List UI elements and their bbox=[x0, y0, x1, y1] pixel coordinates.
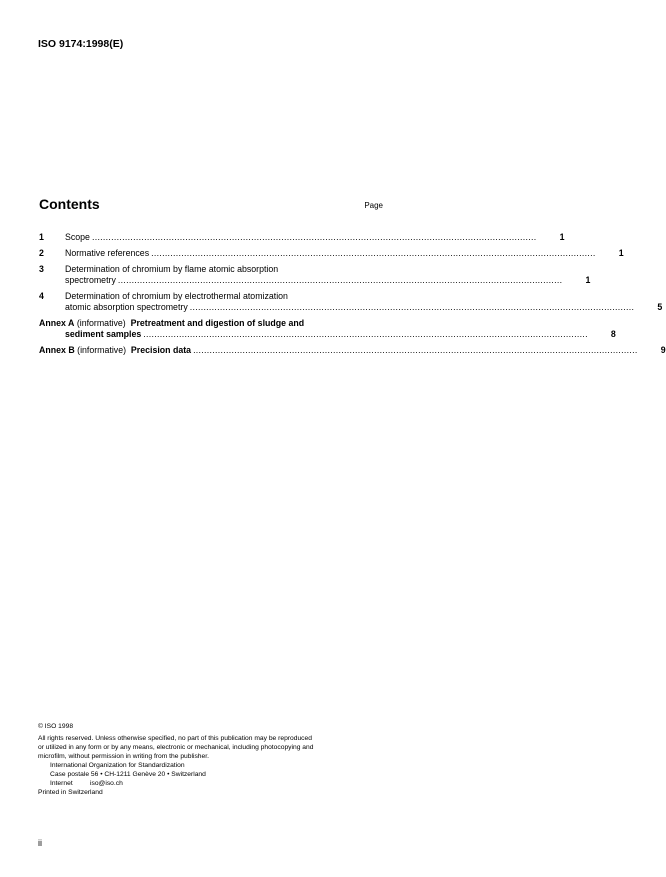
toc-entry-number: 4 bbox=[39, 291, 44, 301]
contents-heading: Contents bbox=[39, 196, 100, 212]
dot-leader bbox=[151, 248, 596, 259]
toc-entry-flame-aas[interactable] bbox=[39, 264, 591, 286]
toc-entry-title: Scope bbox=[65, 232, 90, 242]
dot-leader bbox=[118, 275, 563, 286]
toc-entry-title-continued: spectrometry bbox=[65, 275, 116, 285]
printed-in: Printed in Switzerland bbox=[38, 789, 103, 796]
toc-entry-page: 1 bbox=[559, 232, 565, 242]
page-column-label: Page bbox=[364, 201, 383, 210]
toc-entry-page: 1 bbox=[585, 275, 591, 285]
dot-leader bbox=[193, 345, 638, 356]
toc-entry-electrothermal-aas[interactable] bbox=[39, 291, 663, 313]
rights-line: or utilized in any form or by any means, electronic or mechanical, including photocopying and bbox=[38, 744, 314, 751]
annex-label: Annex B bbox=[39, 345, 75, 355]
rights-line: All rights reserved. Unless otherwise specified, no part of this publication may be reproduced bbox=[38, 735, 312, 742]
copyright-notice bbox=[38, 722, 384, 797]
toc-entry-scope[interactable] bbox=[39, 232, 565, 243]
copyright-line: © ISO 1998 bbox=[38, 723, 74, 730]
annex-label: Annex A bbox=[39, 318, 75, 328]
organization-address: Case postale 56 • CH-1211 Genève 20 • Switzerland bbox=[50, 771, 206, 778]
internet-contact bbox=[38, 779, 384, 788]
toc-entry-number: 2 bbox=[39, 248, 44, 258]
toc-entry-page: 5 bbox=[657, 302, 663, 312]
organization-name: International Organization for Standardization bbox=[50, 762, 185, 769]
page-number: ii bbox=[38, 838, 42, 848]
toc-entry-page: 1 bbox=[618, 248, 624, 258]
annex-note: (informative) bbox=[77, 345, 127, 355]
toc-entry-title: Determination of chromium by electrothermal atomization bbox=[65, 291, 288, 301]
toc-entry-normative-references[interactable] bbox=[39, 248, 624, 259]
annex-title: Pretreatment and digestion of sludge and bbox=[130, 318, 305, 328]
document-id: ISO 9174:1998(E) bbox=[38, 38, 124, 50]
toc-entry-number: 1 bbox=[39, 232, 44, 242]
toc-entry-annex-b[interactable] bbox=[39, 345, 666, 356]
annex-title-continued: sediment samples bbox=[65, 329, 142, 339]
toc-entry-title: Determination of chromium by flame atomic absorption bbox=[65, 264, 279, 274]
rights-line: microfilm, without permission in writing from the publisher. bbox=[38, 753, 209, 760]
toc-entry-page: 9 bbox=[660, 345, 666, 355]
toc-entry-title: Normative references bbox=[65, 248, 150, 258]
toc-entry-annex-a[interactable] bbox=[39, 318, 616, 340]
toc-entry-page: 8 bbox=[610, 329, 616, 339]
toc-entry-title-continued: atomic absorption spectrometry bbox=[65, 302, 188, 312]
toc-entry-number: 3 bbox=[39, 264, 44, 274]
dot-leader bbox=[190, 302, 635, 313]
annex-note: (informative) bbox=[76, 318, 126, 328]
dot-leader bbox=[92, 232, 537, 243]
annex-title: Precision data bbox=[130, 345, 192, 355]
internet-label: Internet bbox=[50, 780, 73, 787]
table-of-contents bbox=[39, 232, 666, 361]
dot-leader bbox=[143, 329, 588, 340]
internet-email[interactable]: iso@iso.ch bbox=[90, 780, 123, 787]
